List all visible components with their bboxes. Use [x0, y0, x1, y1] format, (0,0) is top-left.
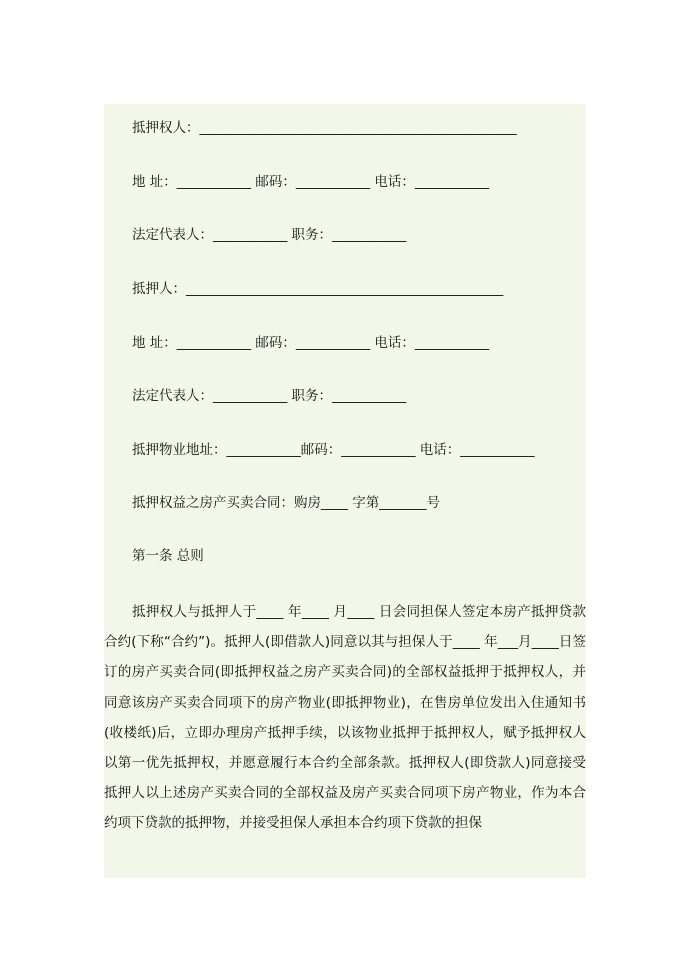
mortgagor-address-line: 地 址：___________ 邮码：___________ 电话：___________ — [132, 335, 490, 351]
mortgagor-line: 抵押人：_______________________________________________ — [132, 281, 504, 297]
mortgagee-address-line: 地 址：___________ 邮码：___________ 电话：___________ — [132, 174, 490, 190]
mortgagee-legal-rep-line: 法定代表人：___________ 职务：___________ — [132, 227, 407, 243]
article-one-heading: 第一条 总则 — [132, 548, 204, 564]
mortgagee-line: 抵押权人：_______________________________________________ — [132, 120, 517, 136]
mortgagor-legal-rep-line: 法定代表人：___________ 职务：___________ — [132, 388, 407, 404]
property-address-line: 抵押物业地址：___________邮码：___________ 电话：___________ — [132, 442, 535, 458]
sales-contract-line: 抵押权益之房产买卖合同：购房____ 字第_______号 — [132, 495, 441, 511]
article-one-paragraph: 抵押权人与抵押人于____ 年____ 月____ 日会同担保人签定本房产抵押贷款合约(下称“合约”)。抵押人(即借款人)同意以其与担保人于____ 年___月____日签订的房产买卖合同(即抵押权益之房产买卖合同)的全部权益抵押于抵押权人，并同意该房产买卖合同项下的房产物业(即抵押物业)，在售房单位发出入住通知书(收楼纸)后，立即办理房产抵押手续，以该物业抵押于抵押权人，赋予抵押权人以第一优先抵押权，并愿意履行本合约全部条款。抵押权人(即贷款人)同意接受抵押人以上述房产买卖合同的全部权益及房产买卖合同项下房产物业，作为本合约项下贷款的抵押物，并接受担保人承担本合约项下贷款的担保 — [104, 604, 586, 832]
